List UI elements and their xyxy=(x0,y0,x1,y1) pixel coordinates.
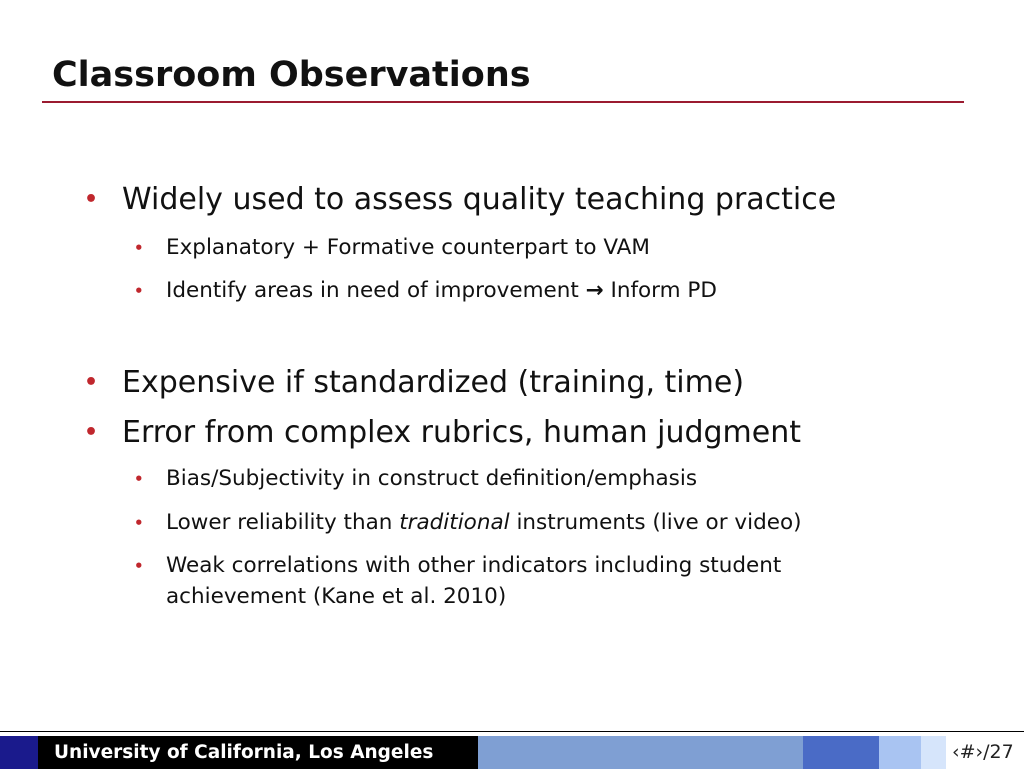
footer-color-block xyxy=(879,736,921,769)
bullet-marker: • xyxy=(84,370,99,395)
page-number: ‹#›/27 xyxy=(946,736,1024,769)
footer-color-block xyxy=(803,736,879,769)
bullet-item xyxy=(84,364,745,402)
footer-color-block xyxy=(478,736,803,769)
bullet-marker: • xyxy=(134,470,144,488)
bullet-text: Identify areas in need of improvement xyxy=(166,278,586,303)
emphasis-text: traditional xyxy=(399,510,510,535)
sub-bullet-continuation xyxy=(166,582,506,612)
bullet-marker: • xyxy=(134,557,144,575)
bullet-text: Bias/Subjectivity in construct definition/emphasis xyxy=(166,466,698,491)
bullet-text: Error from complex rubrics, human judgment xyxy=(122,415,802,450)
bullet-text: Expensive if standardized (training, time) xyxy=(122,365,745,400)
slide-title: Classroom Observations xyxy=(52,55,531,95)
footer-color-block xyxy=(921,736,946,769)
footer-navy-block xyxy=(0,736,38,769)
bullet-text: Widely used to assess quality teaching practice xyxy=(122,182,837,217)
bullet-text: achievement (Kane et al. 2010) xyxy=(166,584,507,609)
bullet-item xyxy=(84,181,837,219)
bullet-text: Explanatory + Formative counterpart to VAM xyxy=(166,235,650,260)
bullet-marker: • xyxy=(84,420,99,445)
bullet-text: Weak correlations with other indicators including student xyxy=(166,553,782,578)
sub-bullet-item xyxy=(134,551,782,581)
arrow-right-icon: → xyxy=(585,278,604,303)
bullet-text: Lower reliability than xyxy=(166,510,400,535)
sub-bullet-item xyxy=(134,508,802,538)
slide-footer xyxy=(0,731,1024,769)
bullet-marker: • xyxy=(134,239,144,257)
institution-name: University of California, Los Angeles xyxy=(54,742,434,763)
bullet-text: Inform PD xyxy=(603,278,717,303)
sub-bullet-item xyxy=(134,276,717,306)
bullet-text: instruments (live or video) xyxy=(509,510,802,535)
bullet-marker: • xyxy=(134,282,144,300)
bullet-item xyxy=(84,414,802,452)
sub-bullet-item xyxy=(134,233,650,263)
bullet-marker: • xyxy=(84,187,99,212)
sub-bullet-item xyxy=(134,464,698,494)
bullet-marker: • xyxy=(134,514,144,532)
